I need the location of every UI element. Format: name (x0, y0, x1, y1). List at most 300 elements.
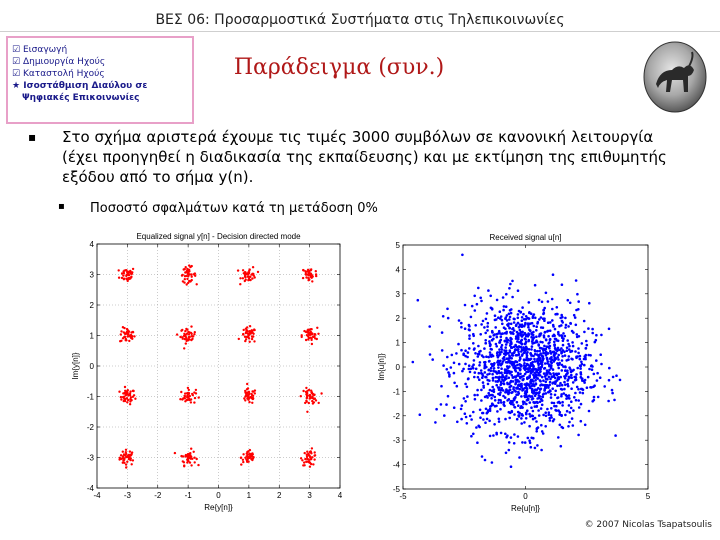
scatter-point (548, 384, 551, 387)
scatter-point (495, 380, 498, 383)
scatter-point (464, 363, 467, 366)
scatter-point (183, 268, 185, 270)
y-tick-label: 4 (395, 265, 400, 275)
scatter-point (477, 353, 480, 356)
scatter-point (573, 396, 576, 399)
scatter-point (587, 376, 590, 379)
scatter-point (549, 373, 552, 376)
scatter-point (506, 314, 509, 317)
scatter-point (460, 418, 463, 421)
scatter-point (464, 349, 467, 352)
scatter-point (494, 399, 497, 402)
scatter-point (188, 453, 190, 455)
scatter-point (132, 268, 134, 270)
scatter-point (308, 460, 310, 462)
scatter-point (300, 395, 302, 397)
scatter-point (302, 277, 304, 279)
scatter-point (530, 353, 533, 356)
scatter-point (559, 376, 562, 379)
scatter-point (464, 355, 467, 358)
scatter-point (128, 340, 130, 342)
scatter-point (550, 393, 553, 396)
scatter-point (504, 346, 507, 349)
x-tick-label: -5 (399, 492, 407, 501)
scatter-point (539, 371, 542, 374)
scatter-point (576, 293, 579, 296)
scatter-point (524, 441, 527, 444)
scatter-point (532, 410, 535, 413)
scatter-point (497, 402, 500, 405)
scatter-point (516, 361, 519, 364)
scatter-point (453, 372, 456, 375)
scatter-point (311, 343, 313, 345)
scatter-point (543, 317, 546, 320)
y-axis-label: Im{u[n]} (377, 353, 386, 381)
scatter-point (543, 389, 546, 392)
scatter-point (542, 384, 545, 387)
scatter-point (557, 377, 560, 380)
scatter-point (525, 315, 528, 318)
scatter-point (535, 430, 538, 433)
check-icon: ☑ (12, 69, 21, 79)
scatter-point (442, 315, 445, 318)
scatter-point (478, 351, 481, 354)
scatter-point (483, 347, 486, 350)
scatter-point (118, 391, 120, 393)
scatter-point (521, 388, 524, 391)
scatter-point (310, 397, 312, 399)
scatter-point (570, 371, 573, 374)
scatter-point (535, 376, 538, 379)
scatter-point (520, 334, 523, 337)
scatter-point (251, 402, 253, 404)
scatter-point (560, 395, 563, 398)
scatter-point (564, 335, 567, 338)
scatter-point (538, 333, 541, 336)
scatter-point (510, 341, 513, 344)
x-tick-label: 2 (277, 491, 282, 500)
y-tick-label: -1 (86, 392, 94, 402)
scatter-point (184, 392, 186, 394)
scatter-point (582, 392, 585, 395)
scatter-point (512, 327, 515, 330)
scatter-point (526, 356, 529, 359)
scatter-point (460, 326, 463, 329)
plot-1 (377, 233, 651, 513)
scatter-point (174, 452, 176, 454)
check-icon: ☑ (12, 57, 21, 67)
scatter-point (493, 333, 496, 336)
scatter-point (521, 406, 524, 409)
scatter-point (498, 418, 501, 421)
scatter-point (543, 372, 546, 375)
scatter-point (521, 354, 524, 357)
scatter-point (540, 424, 543, 427)
scatter-point (572, 345, 575, 348)
scatter-point (541, 363, 544, 366)
scatter-point (300, 457, 302, 459)
scatter-point (484, 364, 487, 367)
scatter-point (554, 328, 557, 331)
scatter-point (184, 330, 186, 332)
scatter-point (526, 351, 529, 354)
scatter-point (561, 283, 564, 286)
scatter-point (585, 340, 588, 343)
scatter-point (194, 397, 196, 399)
scatter-point (501, 348, 504, 351)
scatter-point (527, 377, 530, 380)
scatter-point (492, 355, 495, 358)
x-tick-label: 1 (246, 491, 252, 500)
scatter-point (520, 422, 523, 425)
scatter-point (306, 411, 308, 413)
scatter-point (468, 337, 471, 340)
scatter-point (318, 402, 320, 404)
scatter-point (552, 273, 555, 276)
scatter-point (511, 280, 514, 283)
scatter-point (312, 463, 314, 465)
scatter-point (185, 342, 187, 344)
y-tick-label: 3 (395, 289, 400, 299)
scatter-point (503, 383, 506, 386)
scatter-point (476, 441, 479, 444)
scatter-point (531, 333, 534, 336)
scatter-point (310, 328, 312, 330)
scatter-point (443, 414, 446, 417)
scatter-point (507, 323, 510, 326)
chart-title: Received signal u[n] (489, 233, 562, 242)
scatter-point (556, 362, 559, 365)
scatter-point (519, 356, 522, 359)
scatter-point (304, 452, 306, 454)
scatter-point (471, 305, 474, 308)
scatter-point (583, 320, 586, 323)
scatter-point (251, 277, 253, 279)
scatter-point (576, 386, 579, 389)
scatter-point (533, 325, 536, 328)
scatter-point (532, 397, 535, 400)
scatter-point (125, 339, 127, 341)
scatter-point (595, 334, 598, 337)
scatter-point (483, 326, 486, 329)
y-tick-label: 2 (395, 314, 400, 324)
scatter-point (463, 397, 466, 400)
scatter-point (519, 329, 522, 332)
scatter-point (462, 352, 465, 355)
scatter-point (447, 317, 450, 320)
scatter-point (487, 392, 490, 395)
scatter-point (516, 333, 519, 336)
scatter-point (501, 378, 504, 381)
scatter-point (504, 396, 507, 399)
scatter-point (242, 333, 244, 335)
scatter-point (508, 354, 511, 357)
y-tick-label: 4 (89, 240, 94, 249)
scatter-point (495, 384, 498, 387)
scatter-point (543, 345, 546, 348)
scatter-point (522, 379, 525, 382)
scatter-point (570, 400, 573, 403)
scatter-point (187, 339, 189, 341)
scatter-point (489, 405, 492, 408)
scatter-point (520, 383, 523, 386)
scatter-point (542, 414, 545, 417)
scatter-point (514, 367, 517, 370)
scatter-point (246, 273, 248, 275)
y-tick-label: -5 (392, 485, 400, 494)
scatter-point (251, 459, 253, 461)
scatter-point (482, 386, 485, 389)
scatter-point (122, 459, 124, 461)
scatter-point (251, 329, 253, 331)
scatter-point (187, 457, 189, 459)
y-tick-label: -3 (86, 453, 94, 463)
scatter-point (445, 403, 448, 406)
scatter-point (480, 323, 483, 326)
scatter-point (510, 323, 513, 326)
scatter-point (581, 388, 584, 391)
scatter-point (505, 305, 508, 308)
scatter-point (242, 453, 244, 455)
scatter-point (504, 418, 507, 421)
scatter-point (526, 409, 529, 412)
scatter-point (482, 356, 485, 359)
scatter-point (487, 356, 490, 359)
scatter-point (514, 390, 517, 393)
scatter-point (506, 382, 509, 385)
scatter-point (505, 337, 508, 340)
scatter-point (499, 394, 502, 397)
scatter-point (183, 347, 185, 349)
scatter-point (474, 352, 477, 355)
scatter-point (561, 355, 564, 358)
scatter-point (549, 338, 552, 341)
scatter-point (482, 412, 485, 415)
scatter-point (310, 463, 312, 465)
scatter-point (504, 317, 507, 320)
scatter-point (513, 413, 516, 416)
scatter-point (542, 309, 545, 312)
scatter-point (549, 381, 552, 384)
scatter-point (569, 322, 572, 325)
scatter-point (587, 327, 590, 330)
sub-bullet-text: Ποσοστό σφαλμάτων κατά τη μετάδοση 0% (90, 201, 378, 216)
toc-item[interactable]: ☑ Εισαγωγή (12, 45, 68, 55)
scatter-point (441, 349, 444, 352)
scatter-point (468, 364, 471, 367)
scatter-point (503, 349, 506, 352)
scatter-point (194, 275, 196, 277)
scatter-point (478, 372, 481, 375)
scatter-point (511, 374, 514, 377)
scatter-point (539, 352, 542, 355)
toc-item[interactable]: ☑ Καταστολή Ηχούς (12, 69, 105, 79)
scatter-point (521, 316, 524, 319)
scatter-point (195, 389, 197, 391)
data-points (118, 264, 323, 468)
scatter-point (550, 396, 553, 399)
scatter-point (597, 396, 600, 399)
scatter-point (533, 358, 536, 361)
scatter-point (181, 274, 183, 276)
scatter-point (562, 344, 565, 347)
scatter-point (247, 336, 249, 338)
scatter-point (515, 323, 518, 326)
scatter-point (538, 414, 541, 417)
scatter-point (569, 368, 572, 371)
scatter-point (480, 300, 483, 303)
scatter-point (194, 331, 196, 333)
scatter-point (517, 354, 520, 357)
scatter-point (489, 351, 492, 354)
scatter-point (190, 339, 192, 341)
scatter-point (560, 426, 563, 429)
scatter-point (184, 400, 186, 402)
scatter-point (489, 435, 492, 438)
scatter-point (493, 367, 496, 370)
scatter-point (477, 287, 480, 290)
scatter-point (311, 392, 313, 394)
scatter-point (591, 332, 594, 335)
scatter-point (538, 299, 541, 302)
scatter-point (564, 377, 567, 380)
scatter-point (568, 421, 571, 424)
scatter-point (607, 400, 610, 403)
scatter-point (536, 388, 539, 391)
scatter-point (484, 339, 487, 342)
scatter-point (308, 389, 310, 391)
scatter-point (545, 392, 548, 395)
scatter-point (500, 401, 503, 404)
scatter-point (511, 331, 514, 334)
scatter-point (245, 458, 247, 460)
scatter-point (247, 399, 249, 401)
scatter-point (492, 338, 495, 341)
scatter-point (568, 376, 571, 379)
scatter-point (197, 464, 199, 466)
scatter-point (495, 343, 498, 346)
scatter-point (122, 396, 124, 398)
scatter-point (572, 409, 575, 412)
scatter-point (507, 389, 510, 392)
scatter-point (182, 460, 184, 462)
scatter-point (494, 396, 497, 399)
scatter-point (553, 354, 556, 357)
scatter-point (534, 284, 537, 287)
scatter-point (453, 362, 456, 365)
y-tick-label: -1 (392, 387, 400, 397)
scatter-point (481, 376, 484, 379)
scatter-point (242, 461, 244, 463)
scatter-point (129, 400, 131, 402)
scatter-point (474, 309, 477, 312)
scatter-point (580, 403, 583, 406)
scatter-point (185, 454, 187, 456)
scatter-point (514, 406, 517, 409)
scatter-point (456, 421, 459, 424)
scatter-point (497, 386, 500, 389)
scatter-point (489, 408, 492, 411)
scatter-point (491, 461, 494, 464)
scatter-point (434, 421, 437, 424)
scatter-point (472, 333, 475, 336)
scatter-point (480, 389, 483, 392)
scatter-point (253, 329, 255, 331)
scatter-point (455, 352, 458, 355)
scatter-point (492, 379, 495, 382)
scatter-point (557, 436, 560, 439)
scatter-point (473, 347, 476, 350)
scatter-point (190, 464, 192, 466)
scatter-point (561, 384, 564, 387)
scatter-point (541, 376, 544, 379)
scatter-point (518, 359, 521, 362)
scatter-point (576, 333, 579, 336)
scatter-point (504, 371, 507, 374)
scatter-point (523, 401, 526, 404)
x-axis-label: Re{u[n]} (511, 504, 540, 513)
scatter-point (125, 449, 127, 451)
scatter-point (530, 362, 533, 365)
scatter-point (510, 392, 513, 395)
scatter-point (504, 328, 507, 331)
scatter-point (247, 279, 249, 281)
scatter-point (539, 380, 542, 383)
scatter-point (127, 393, 129, 395)
scatter-point (302, 390, 304, 392)
scatter-point (491, 308, 494, 311)
scatter-point (519, 325, 522, 328)
scatter-point (528, 413, 531, 416)
scatter-point (523, 421, 526, 424)
scatter-point (541, 341, 544, 344)
scatter-point (608, 367, 611, 370)
scatter-point (554, 390, 557, 393)
toc-item[interactable]: ☑ Δημιουργία Ηχούς (12, 57, 106, 67)
scatter-point (516, 386, 519, 389)
scatter-point (122, 451, 124, 453)
scatter-point (517, 313, 520, 316)
scatter-point (517, 336, 520, 339)
toc-item-current[interactable]: ★ Ισοστάθμιση Διαύλου σε (12, 81, 148, 91)
scatter-point (466, 386, 469, 389)
scatter-point (242, 277, 244, 279)
scatter-point (510, 465, 513, 468)
scatter-point (314, 454, 316, 456)
scatter-point (188, 389, 190, 391)
scatter-point (538, 356, 541, 359)
scatter-point (511, 296, 514, 299)
scatter-point (556, 306, 559, 309)
scatter-point (559, 424, 562, 427)
scatter-point (520, 376, 523, 379)
scatter-point (525, 413, 528, 416)
scatter-point (193, 333, 195, 335)
scatter-point (571, 341, 574, 344)
scatter-point (510, 385, 513, 388)
scatter-point (552, 372, 555, 375)
scatter-point (125, 463, 127, 465)
scatter-point (576, 336, 579, 339)
x-tick-label: -1 (184, 491, 192, 500)
scatter-point (558, 325, 561, 328)
scatter-point (460, 408, 463, 411)
scatter-point (308, 272, 310, 274)
scatter-point (520, 395, 523, 398)
scatter-point (548, 341, 551, 344)
scatter-point (126, 401, 128, 403)
scatter-point (542, 432, 545, 435)
